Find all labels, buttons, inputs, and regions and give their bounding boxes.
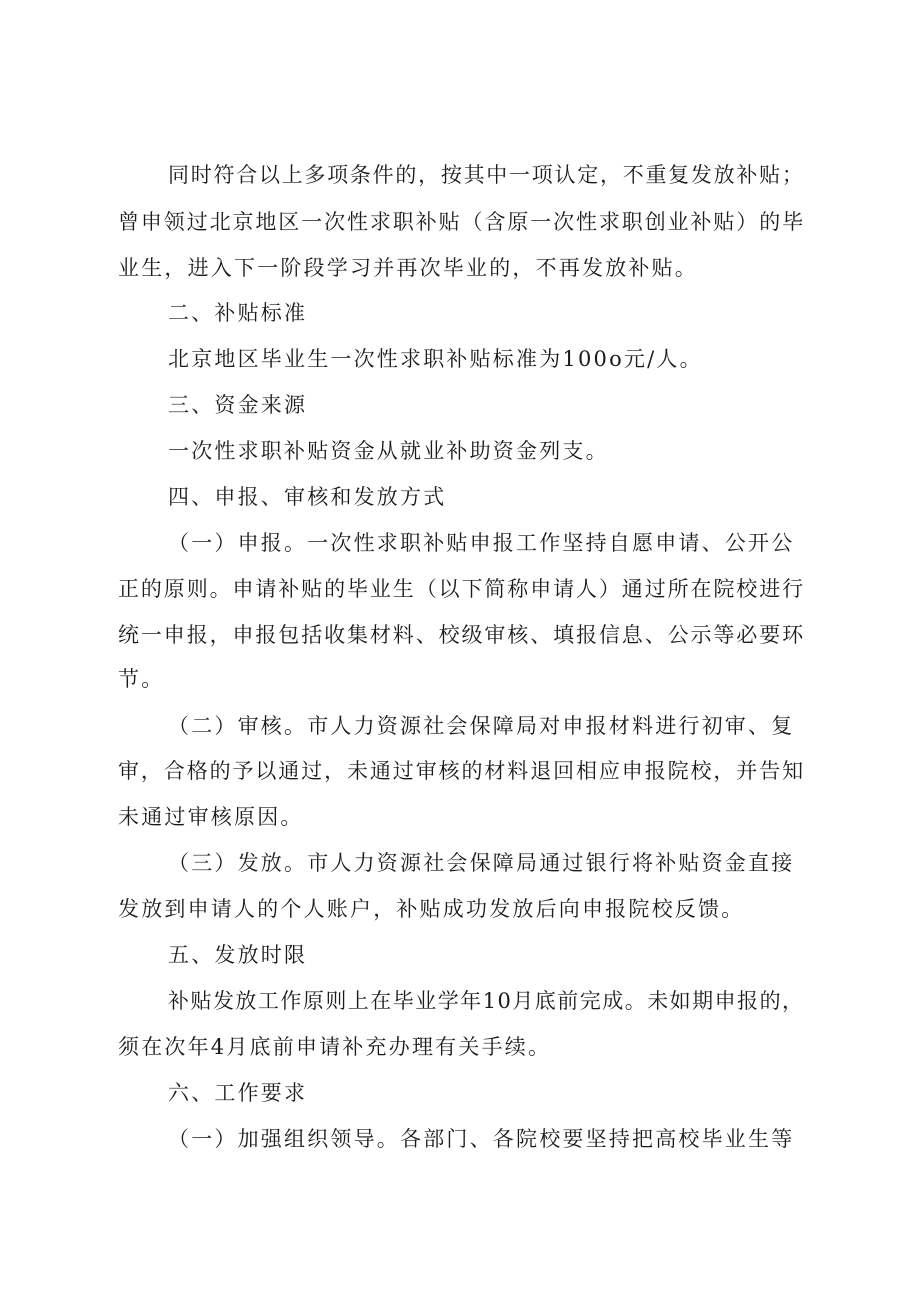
- paragraph-line: （三）发放。市人力资源社会保障局通过银行将补贴资金直接: [168, 851, 795, 875]
- paragraph-line: （一）申报。一次性求职补贴申报工作坚持自愿申请、公开公: [168, 531, 795, 555]
- section-heading: 二、补贴标准: [168, 301, 308, 325]
- paragraph-line: 未通过审核原因。: [118, 805, 304, 829]
- paragraph-line: 北京地区毕业生一次性求职补贴标准为100o元/人。: [168, 347, 703, 371]
- paragraph-line: （一）加强组织领导。各部门、各院校要坚持把高校毕业生等: [168, 1127, 795, 1151]
- paragraph-line: 统一申报，申报包括收集材料、校级审核、填报信息、公示等必要环: [118, 623, 805, 647]
- section-heading: 三、资金来源: [168, 393, 308, 417]
- paragraph-line: 一次性求职补贴资金从就业补助资金列支。: [168, 439, 609, 463]
- paragraph-line: 节。: [118, 667, 165, 691]
- paragraph-line: 业生，进入下一阶段学习并再次毕业的，不再发放补贴。: [118, 256, 698, 280]
- section-heading: 五、发放时限: [168, 943, 308, 967]
- section-heading: 四、申报、审核和发放方式: [168, 485, 447, 509]
- paragraph-line: 发放到申请人的个人账户，补贴成功发放后向申报院校反馈。: [118, 897, 745, 921]
- paragraph-line: 审，合格的予以通过，未通过审核的材料退回相应申报院校，并告知: [118, 759, 805, 783]
- section-heading: 六、工作要求: [168, 1081, 308, 1105]
- paragraph-line: （二）审核。市人力资源社会保障局对申报材料进行初审、复: [168, 714, 795, 738]
- paragraph-line: 补贴发放工作原则上在毕业学年10月底前完成。未如期申报的，: [168, 989, 805, 1013]
- paragraph-line: 曾申领过北京地区一次性求职补贴（含原一次性求职创业补贴）的毕: [118, 210, 805, 234]
- paragraph-line: 同时符合以上多项条件的，按其中一项认定，不重复发放补贴；: [168, 163, 805, 187]
- paragraph-line: 正的原则。申请补贴的毕业生（以下简称申请人）通过所在院校进行: [118, 577, 805, 601]
- paragraph-line: 须在次年4月底前申请补充办理有关手续。: [118, 1035, 552, 1059]
